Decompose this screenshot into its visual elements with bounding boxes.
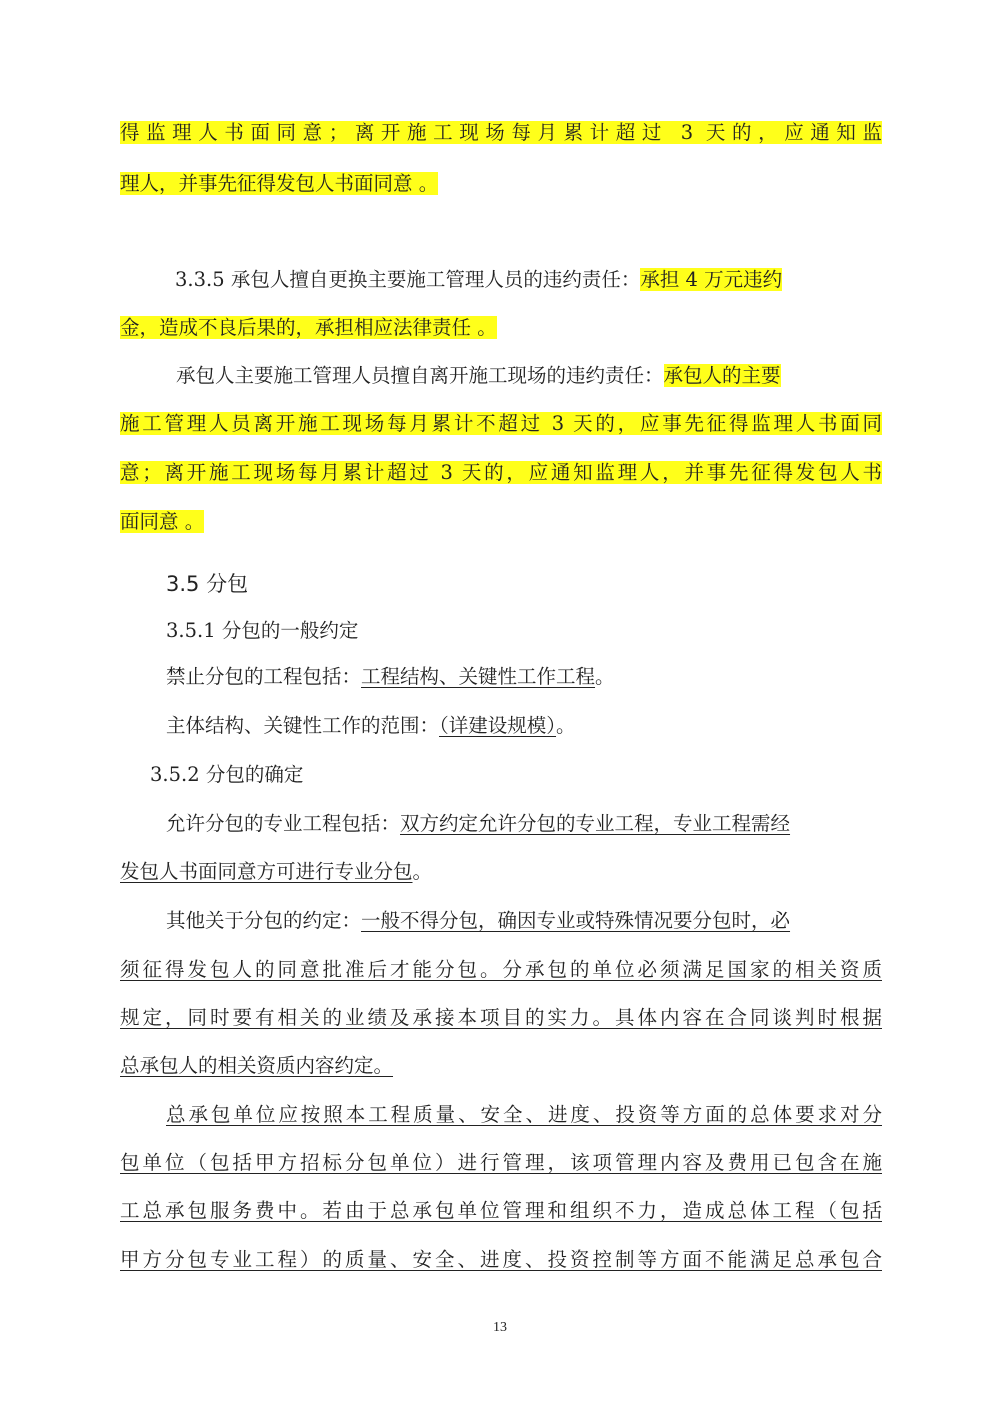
- text-line: [166, 809, 882, 839]
- punctuation: 。: [412, 860, 433, 883]
- highlighted-text: 金，造成不良后果的，承担相应法律责任 。: [120, 316, 497, 339]
- text-line: [166, 906, 882, 936]
- text-line: [120, 169, 882, 199]
- text-line: [120, 313, 882, 343]
- highlighted-text: 意；离开施工现场每月累计超过 3 天的，应通知监理人，并事先征得发包人书: [120, 461, 882, 484]
- filled-value: 须征得发包人的同意批准后才能分包。分承包的单位必须满足国家的相关资质: [120, 958, 882, 981]
- highlighted-text: 理人，并事先征得发包人书面同意 。: [120, 172, 439, 195]
- text-line: [120, 857, 882, 887]
- text-line: [120, 1051, 882, 1081]
- punctuation: 。: [595, 665, 615, 688]
- filled-value: 总承包单位应按照本工程质量、安全、进度、投资等方面的总体要求对分: [166, 1103, 882, 1126]
- text-line: [120, 1196, 882, 1226]
- page-number: 13: [493, 1320, 507, 1335]
- text-line: [175, 265, 882, 295]
- filled-value: 规定，同时要有相关的业绩及承接本项目的实力。具体内容在合同谈判时根据: [120, 1006, 882, 1029]
- field-label: 允许分包的专业工程包括：: [166, 812, 401, 835]
- text-line: [120, 955, 882, 985]
- clause-3-3-5-label: 3.3.5 承包人擅自更换主要施工管理人员的违约责任：: [175, 268, 641, 291]
- punctuation: 。: [556, 714, 576, 737]
- filled-value: 甲方分包专业工程）的质量、安全、进度、投资控制等方面不能满足总承包合: [120, 1248, 882, 1271]
- filled-value: 包单位（包括甲方招标分包单位）进行管理，该项管理内容及费用已包含在施: [120, 1151, 882, 1174]
- field-label: 禁止分包的工程包括：: [166, 665, 362, 688]
- text-line: [120, 118, 882, 148]
- text-line: [166, 662, 928, 692]
- text-line: [120, 1245, 882, 1275]
- highlighted-text: 得监理人书面同意；离开施工现场每月累计超过 3 天的，应通知监: [120, 121, 882, 144]
- text-line: [120, 1148, 882, 1178]
- text-line: [120, 458, 882, 488]
- filled-value: 发包人书面同意方可进行专业分包: [120, 860, 413, 883]
- filled-value: 工程结构、关键性工作工程: [361, 665, 596, 688]
- field-label: 主体结构、关键性工作的范围：: [166, 714, 440, 737]
- text-line: [166, 711, 928, 741]
- text-line: [120, 507, 882, 537]
- filled-value: 总承包人的相关资质内容约定。: [120, 1054, 394, 1077]
- text-line: [176, 361, 882, 391]
- text-line: [120, 1003, 882, 1033]
- text-line: [166, 1100, 882, 1130]
- highlighted-text: 承包人的主要: [663, 364, 781, 387]
- highlighted-text: 施工管理人员离开施工现场每月累计不超过 3 天的，应事先征得监理人书面同: [120, 412, 882, 435]
- section-heading-3-5: 3.5 分包: [166, 572, 249, 596]
- subsection-3-5-2: 3.5.2 分包的确定: [150, 763, 304, 786]
- clause-label: 承包人主要施工管理人员擅自离开施工现场的违约责任：: [176, 364, 664, 387]
- filled-value: 一般不得分包，确因专业或特殊情况要分包时，必: [361, 909, 791, 932]
- text-line: [120, 409, 882, 439]
- highlighted-text: 面同意 。: [120, 510, 205, 533]
- subsection-3-5-1: 3.5.1 分包的一般约定: [166, 619, 359, 642]
- field-label: 其他关于分包的约定：: [166, 909, 362, 932]
- filled-value: 双方约定允许分包的专业工程，专业工程需经: [400, 812, 791, 835]
- filled-value: 工总承包服务费中。若由于总承包单位管理和组织不力，造成总体工程（包括: [120, 1199, 882, 1222]
- highlighted-text: 承担 4 万元违约: [640, 268, 783, 291]
- filled-value: （详建设规模）: [439, 714, 557, 737]
